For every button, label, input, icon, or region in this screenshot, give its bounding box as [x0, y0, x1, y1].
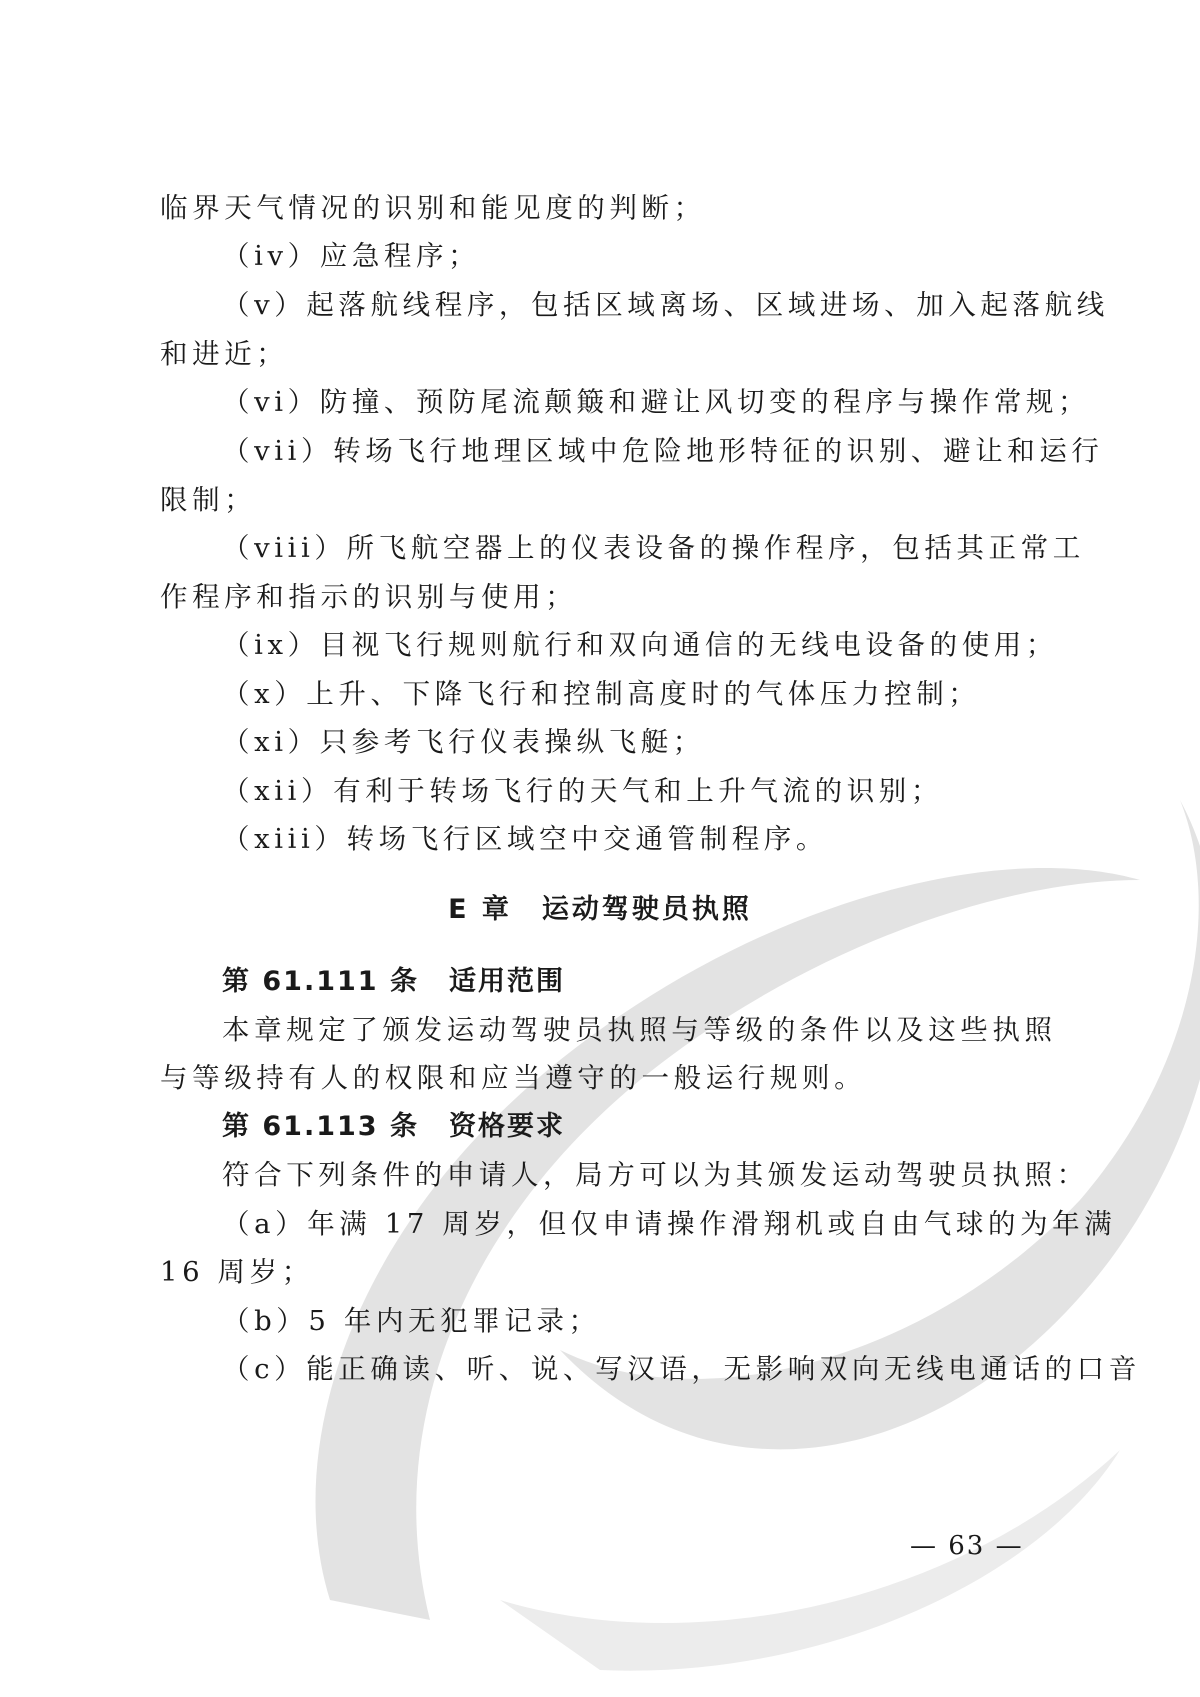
- article-113-heading: [222, 1107, 565, 1147]
- item-viii-instruments: （viii）所飞航空器上的仪表设备的操作程序，包括其正常工: [222, 532, 1085, 564]
- item-viii-continued: 作程序和指示的识别与使用；: [160, 581, 578, 613]
- text-line-critical-weather: 临界天气情况的识别和能见度的判断；: [160, 192, 706, 224]
- chapter-title: 运动驾驶员执照: [541, 894, 752, 925]
- article-113-item-c: （c）能正确读、听、说、写汉语，无影响双向无线电通话的口音: [222, 1353, 1141, 1385]
- item-iv-emergency: （iv）应急程序；: [222, 240, 481, 272]
- item-v-continued: 和进近；: [160, 338, 289, 370]
- item-xii-weather-thermals: （xii）有利于转场飞行的天气和上升气流的识别；: [222, 775, 943, 807]
- article-111-text-2: 与等级持有人的权限和应当遵守的一般运行规则。: [160, 1062, 867, 1094]
- item-xi-instrument-flight: （xi）只参考飞行仪表操纵飞艇；: [222, 726, 705, 758]
- article-113-item-b: （b）5 年内无犯罪记录；: [222, 1305, 601, 1337]
- item-vii-terrain: （vii）转场飞行地理区域中危险地形特征的识别、避让和运行: [222, 435, 1104, 467]
- item-v-traffic-pattern: （v）起落航线程序，包括区域离场、区域进场、加入起落航线: [222, 289, 1109, 321]
- article-113-item-a-continued: 16 周岁；: [160, 1256, 314, 1288]
- item-vii-continued: 限制；: [160, 484, 257, 516]
- item-vi-collision-avoidance: （vi）防撞、预防尾流颠簸和避让风切变的程序与操作常规；: [222, 386, 1091, 418]
- article-111-text-1: 本章规定了颁发运动驾驶员执照与等级的条件以及这些执照: [222, 1014, 1057, 1046]
- article-113-number: 第 61.113 条: [222, 1111, 419, 1142]
- article-113-intro: 符合下列条件的申请人，局方可以为其颁发运动驾驶员执照：: [222, 1159, 1089, 1191]
- article-111-number: 第 61.111 条: [222, 966, 419, 997]
- article-113-item-a: （a）年满 17 周岁，但仅申请操作滑翔机或自由气球的为年满: [222, 1208, 1117, 1240]
- item-xiii-atc: （xiii）转场飞行区域空中交通管制程序。: [222, 823, 828, 855]
- chapter-heading: [160, 890, 1040, 930]
- chapter-code: E 章: [448, 894, 512, 925]
- article-111-title: 适用范围: [449, 966, 565, 997]
- item-x-gas-pressure: （x）上升、下降飞行和控制高度时的气体压力控制；: [222, 678, 981, 710]
- item-ix-vfr-radio: （ix）目视飞行规则航行和双向通信的无线电设备的使用；: [222, 629, 1059, 661]
- page-number: — 63 —: [910, 1531, 1024, 1561]
- article-111-heading: [222, 962, 565, 1002]
- article-113-title: 资格要求: [449, 1111, 565, 1142]
